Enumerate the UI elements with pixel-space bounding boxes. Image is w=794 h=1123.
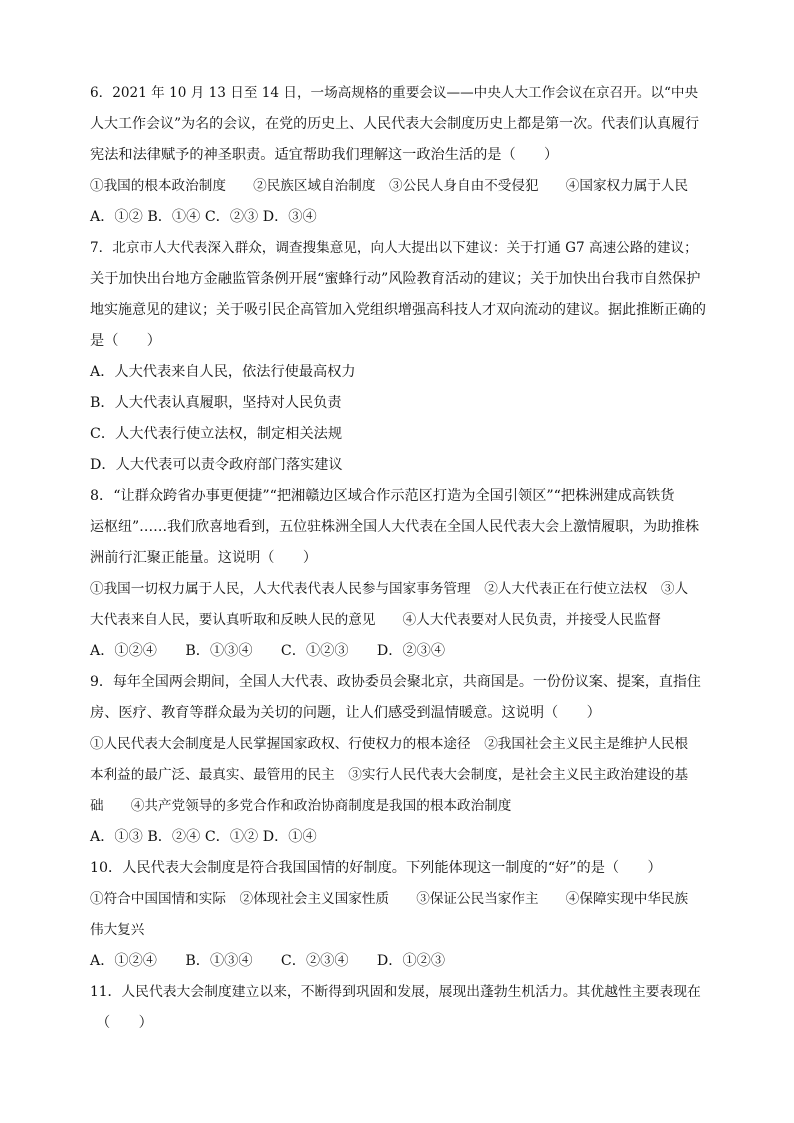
question-7-stem-line-4: 是（ ）	[90, 333, 161, 349]
question-9-statements-line-1: ①人民代表大会制度是人民掌握国家政权、行使权力的根本途径 ②我国社会主义民主是维护人民根	[90, 736, 689, 752]
question-7-stem-line-2: 关于加快出台地方金融监管条例开展“蜜蜂行动”风险教育活动的建议；关于加快出台我市自然保护	[90, 271, 701, 287]
question-9-choices: A．①③ B．②④ C．①② D．①④	[90, 829, 317, 845]
question-6-stem-line-1: 6．2021 年 10 月 13 日至 14 日，一场高规格的重要会议——中央人大工作会议在京召开。以“中央	[90, 85, 699, 101]
question-8-stem-line-2: 运枢纽”……我们欣喜地看到，五位驻株洲全国人大代表在全国人民代表大会上激情履职，为助推株	[90, 519, 700, 535]
question-8-stem-line-3: 洲前行汇聚正能量。这说明（ ）	[90, 550, 318, 566]
question-9-stem-line-2: 房、医疗、教育等群众最为关切的问题，让人们感受到温情暖意。这说明（ ）	[90, 705, 601, 721]
question-11	[90, 977, 706, 1039]
question-9	[90, 667, 706, 853]
question-6	[90, 78, 706, 233]
question-7-stem-line-3: 地实施意见的建议；关于吸引民企高管加入党组织增强高科技人才双向流动的建议。据此推断正确的	[90, 302, 706, 318]
question-7-choice-d: D．人大代表可以责令政府部门落实建议	[90, 457, 343, 473]
question-11-stem-line-1: 11．人民代表大会制度建立以来，不断得到巩固和发展，展现出蓬勃生机活力。其优越性主要表现在	[90, 984, 701, 1000]
question-7-choice-c: C．人大代表行使立法权，制定相关法规	[90, 426, 343, 442]
question-8-statements-line-1: ①我国一切权力属于人民，人大代表代表人民参与国家事务管理 ②人大代表正在行使立法权 ③人	[90, 581, 689, 597]
question-6-stem-line-2: 人大工作会议”为名的会议，在党的历史上、人民代表大会制度历史上都是第一次。代表们认真履行	[90, 116, 700, 132]
question-8	[90, 481, 706, 667]
question-11-stem-line-2: （ ）	[96, 1015, 153, 1031]
question-9-statements-line-2: 本利益的最广泛、最真实、最管用的民主 ③实行人民代表大会制度，是社会主义民主政治建设的基	[90, 767, 689, 783]
question-10-statements-line-2: 伟大复兴	[90, 922, 145, 938]
question-6-choices: A．①② B．①④ C．②③ D．③④	[90, 209, 317, 225]
question-8-stem-line-1: 8．“让群众跨省办事更便捷”“把湘赣边区域合作示范区打造为全国引领区”“把株洲建成高铁货	[90, 488, 675, 504]
question-9-stem-line-1: 9．每年全国两会期间，全国人大代表、政协委员会聚北京，共商国是。一份份议案、提案，直指住	[90, 674, 701, 690]
question-7-choice-a: A．人大代表来自人民，依法行使最高权力	[90, 364, 356, 380]
question-10-statements-line-1: ①符合中国国情和实际 ②体现社会主义国家性质 ③保证公民当家作主 ④保障实现中华民族	[90, 891, 689, 907]
question-6-stem-line-3: 宪法和法律赋予的神圣职责。适宜帮助我们理解这一政治生活的是（ ）	[90, 147, 559, 163]
question-7-choice-b: B．人大代表认真履职，坚持对人民负责	[90, 395, 342, 411]
question-6-statements: ①我国的根本政治制度 ②民族区域自治制度 ③公民人身自由不受侵犯 ④国家权力属于人民	[90, 178, 689, 194]
question-10-choices: A．①②④ B．①③④ C．②③④ D．①②③	[90, 953, 446, 969]
question-9-statements-line-3: 础 ④共产党领导的多党合作和政治协商制度是我国的根本政治制度	[90, 798, 512, 814]
question-10	[90, 853, 706, 977]
question-7	[90, 233, 706, 481]
question-10-stem: 10．人民代表大会制度是符合我国国情的好制度。下列能体现这一制度的“好”的是（ ）	[90, 860, 662, 876]
question-list	[90, 78, 706, 1039]
question-8-statements-line-2: 大代表来自人民，要认真听取和反映人民的意见 ④人大代表要对人民负责，并接受人民监督	[90, 612, 661, 628]
question-7-stem-line-1: 7．北京市人大代表深入群众，调查搜集意见，向人大提出以下建议：关于打通 G7 高速公路的建议；	[90, 240, 698, 256]
question-8-choices: A．①②④ B．①③④ C．①②③ D．②③④	[90, 643, 446, 659]
